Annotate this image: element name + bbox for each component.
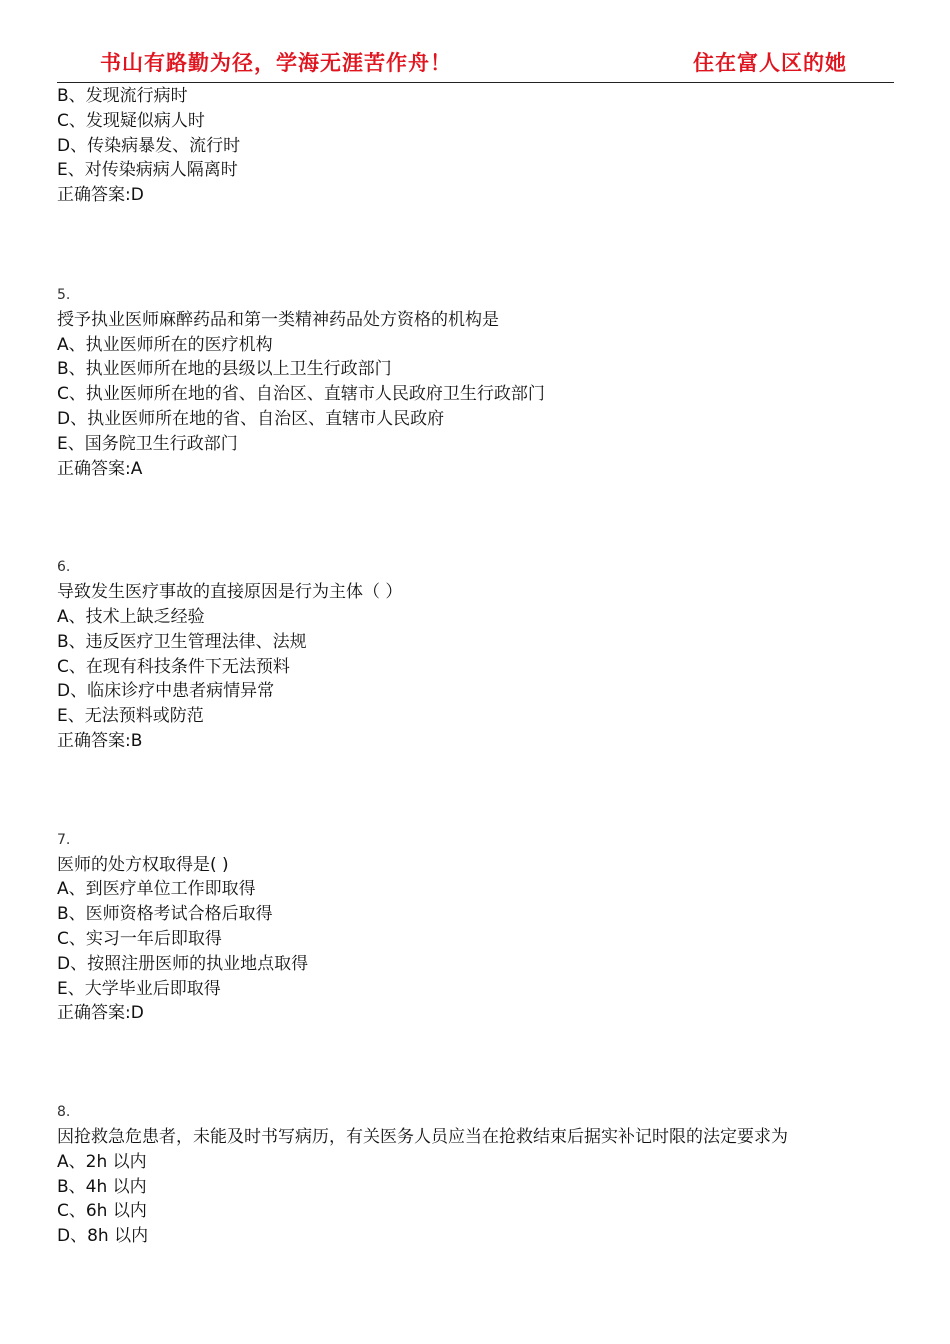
page-header xyxy=(0,0,950,84)
option-d: D、执业医师所在地的省、自治区、直辖市人民政府 xyxy=(57,408,445,429)
question-number: 8. xyxy=(57,1104,71,1121)
question-8 xyxy=(57,1100,897,1249)
option-c: C、6h 以内 xyxy=(57,1201,147,1222)
correct-answer: 正确答案:A xyxy=(57,458,143,479)
option-b: B、发现流行病时 xyxy=(57,86,188,106)
question-number: 5. xyxy=(57,286,71,303)
spacer xyxy=(57,1026,897,1100)
option-c: C、在现有科技条件下无法预料 xyxy=(57,656,290,677)
question-stem: 导致发生医疗事故的直接原因是行为主体（ ） xyxy=(57,582,403,603)
option-e: E、无法预料或防范 xyxy=(57,706,204,727)
option-d: D、临床诊疗中患者病情异常 xyxy=(57,681,275,702)
question-list xyxy=(57,84,897,1249)
spacer xyxy=(57,208,897,283)
option-a: A、技术上缺乏经验 xyxy=(57,606,205,627)
question-stem: 因抢救急危患者，未能及时书写病历，有关医务人员应当在抢救结束后据实补记时限的法定要求为 xyxy=(57,1126,788,1147)
option-a: A、2h 以内 xyxy=(57,1151,147,1172)
header-divider xyxy=(57,82,894,83)
option-b: B、执业医师所在地的县级以上卫生行政部门 xyxy=(57,359,392,380)
option-a: A、执业医师所在的医疗机构 xyxy=(57,334,273,355)
header-author: 住在富人区的她 xyxy=(693,50,847,75)
option-c: C、实习一年后即取得 xyxy=(57,928,222,949)
option-c: C、发现疑似病人时 xyxy=(57,110,205,131)
question-number: 6. xyxy=(57,559,71,576)
question-stem: 授予执业医师麻醉药品和第一类精神药品处方资格的机构是 xyxy=(57,309,499,330)
question-4-tail xyxy=(57,84,897,208)
question-7 xyxy=(57,828,897,1026)
option-d: D、传染病暴发、流行时 xyxy=(57,135,241,156)
option-d: D、8h 以内 xyxy=(57,1226,149,1247)
header-motto: 书山有路勤为径，学海无涯苦作舟！ xyxy=(100,50,452,75)
option-e: E、大学毕业后即取得 xyxy=(57,978,221,999)
correct-answer: 正确答案:B xyxy=(57,730,143,751)
option-a: A、到医疗单位工作即取得 xyxy=(57,879,256,900)
question-5 xyxy=(57,283,897,481)
spacer xyxy=(57,481,897,555)
question-stem: 医师的处方权取得是( ) xyxy=(57,854,229,875)
option-c: C、执业医师所在地的省、自治区、直辖市人民政府卫生行政部门 xyxy=(57,384,545,405)
option-e: E、对传染病病人隔离时 xyxy=(57,160,238,181)
option-b: B、违反医疗卫生管理法律、法规 xyxy=(57,631,307,652)
option-b: B、4h 以内 xyxy=(57,1176,147,1197)
question-6 xyxy=(57,555,897,753)
option-e: E、国务院卫生行政部门 xyxy=(57,433,238,454)
option-d: D、按照注册医师的执业地点取得 xyxy=(57,953,309,974)
correct-answer: 正确答案:D xyxy=(57,185,144,206)
correct-answer: 正确答案:D xyxy=(57,1003,144,1024)
option-b: B、医师资格考试合格后取得 xyxy=(57,904,273,925)
spacer xyxy=(57,754,897,828)
question-number: 7. xyxy=(57,831,71,848)
